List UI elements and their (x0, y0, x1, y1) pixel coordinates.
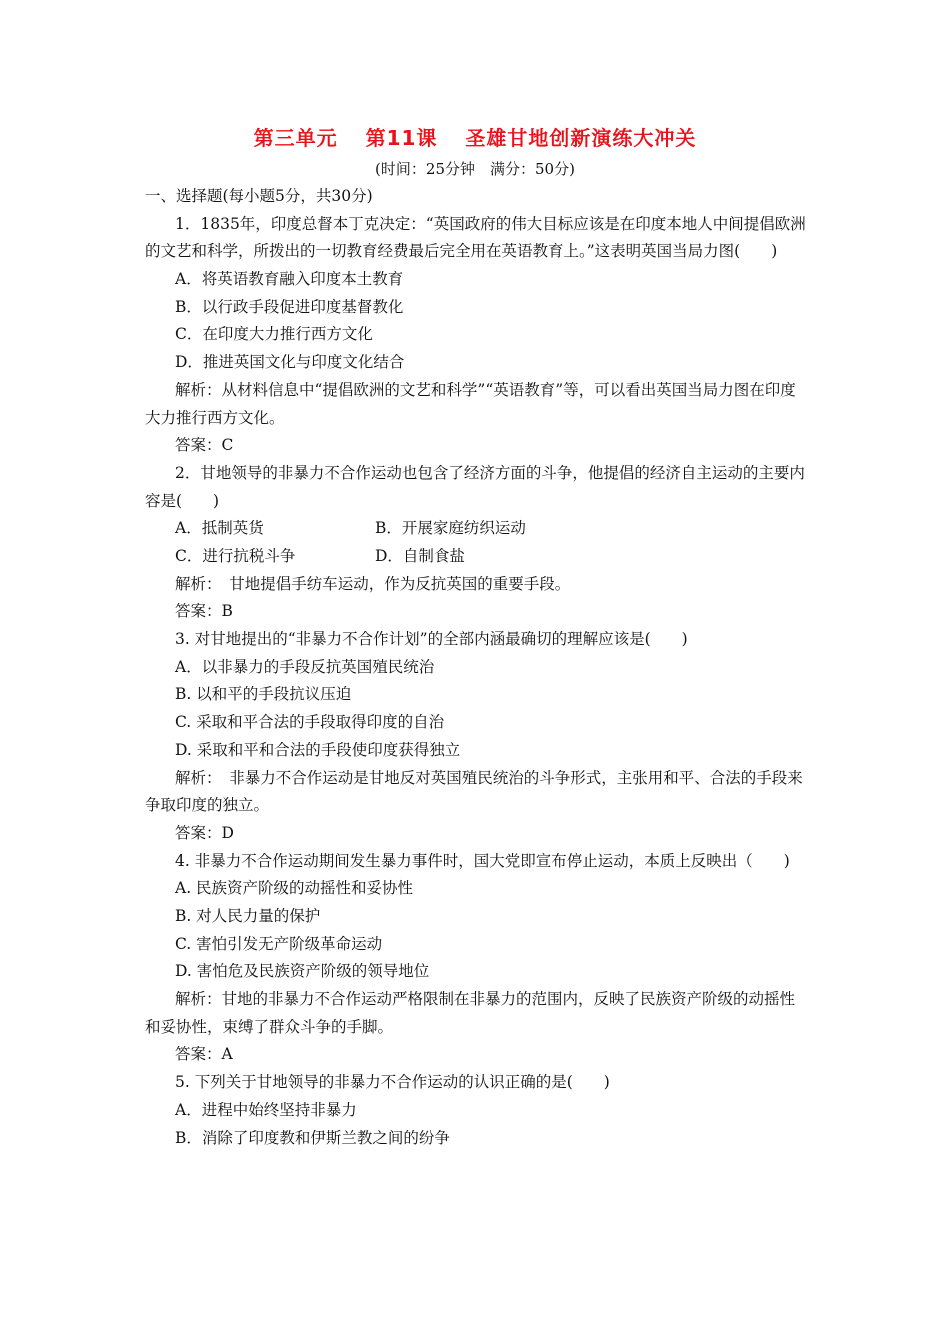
q2-options-ab (145, 515, 810, 543)
q2-analysis: 解析： 甘地提倡手纺车运动，作为反抗英国的重要手段。 (175, 574, 571, 593)
q3-option-b: B. 以和平的手段抗议压迫 (175, 685, 352, 704)
q5-stem: 5. 下列关于甘地领导的非暴力不合作运动的认识正确的是( ) (175, 1073, 610, 1092)
q2-answer: 答案：B (175, 602, 233, 621)
q1-option-d: D．推进英国文化与印度文化结合 (175, 353, 405, 372)
q2-option-d: D．自制食盐 (375, 547, 465, 566)
q5-option-a: A．进程中始终坚持非暴力 (175, 1100, 357, 1119)
page-title (0, 122, 950, 151)
q3-option-c: C. 采取和平合法的手段取得印度的自治 (175, 713, 445, 732)
q2-option-c: C．进行抗税斗争 (175, 547, 296, 566)
question-content (145, 183, 810, 1152)
title-lesson: 第11课 (365, 126, 438, 150)
q4-stem: 4. 非暴力不合作运动期间发生暴力事件时，国大党即宣布停止运动，本质上反映出（ ) (175, 851, 790, 870)
q4-option-d: D. 害怕危及民族资产阶级的领导地位 (175, 962, 430, 981)
q4-option-a: A. 民族资产阶级的动摇性和妥协性 (175, 879, 414, 898)
title-unit: 第三单元 (253, 126, 338, 150)
q5-option-b: B．消除了印度教和伊斯兰教之间的纷争 (175, 1128, 450, 1147)
q1-option-b: B．以行政手段促进印度基督教化 (175, 297, 404, 316)
q4-option-b: B. 对人民力量的保护 (175, 907, 321, 926)
q4-answer: 答案：A (175, 1045, 233, 1064)
section-heading: 一、选择题(每小题5分，共30分) (145, 187, 373, 205)
q1-option-c: C．在印度大力推行西方文化 (175, 325, 373, 344)
title-name: 圣雄甘地创新演练大冲关 (465, 126, 697, 150)
q2-options-cd (145, 543, 810, 571)
q1-answer: 答案：C (175, 436, 234, 455)
q2-option-b: B．开展家庭纺织运动 (375, 519, 526, 538)
q2-stem: 2．甘地领导的非暴力不合作运动也包含了经济方面的斗争，他提倡的经济自主运动的主要内容是( ) (145, 463, 805, 510)
q1-stem: 1．1835年，印度总督本丁克决定：“英国政府的伟大目标应该是在印度本地人中间提倡欧洲的文艺和科学，所拨出的一切教育经费最后完全用在英语教育上。”这表明英国当局力图( ) (145, 214, 806, 261)
q4-option-c: C. 害怕引发无产阶级革命运动 (175, 934, 383, 953)
q3-option-a: A．以非暴力的手段反抗英国殖民统治 (175, 657, 435, 676)
q3-option-d: D. 采取和平和合法的手段使印度获得独立 (175, 740, 461, 759)
q3-stem: 3. 对甘地提出的“非暴力不合作计划”的全部内涵最确切的理解应该是( ) (175, 630, 688, 649)
page-subtitle: (时间：25分钟 满分：50分) (375, 160, 575, 178)
q4-analysis: 解析：甘地的非暴力不合作运动严格限制在非暴力的范围内，反映了民族资产阶级的动摇性和妥协性，束缚了群众斗争的手脚。 (145, 990, 796, 1036)
q1-option-a: A．将英语教育融入印度本土教育 (175, 270, 404, 289)
q3-analysis: 解析： 非暴力不合作运动是甘地反对英国殖民统治的斗争形式，主张用和平、合法的手段来争取印度的独立。 (145, 768, 803, 815)
q1-analysis: 解析：从材料信息中“提倡欧洲的文艺和科学”“英语教育”等，可以看出英国当局力图在印度大力推行西方文化。 (145, 380, 796, 427)
q3-answer: 答案：D (175, 823, 234, 842)
q2-option-a: A．抵制英货 (175, 519, 264, 538)
